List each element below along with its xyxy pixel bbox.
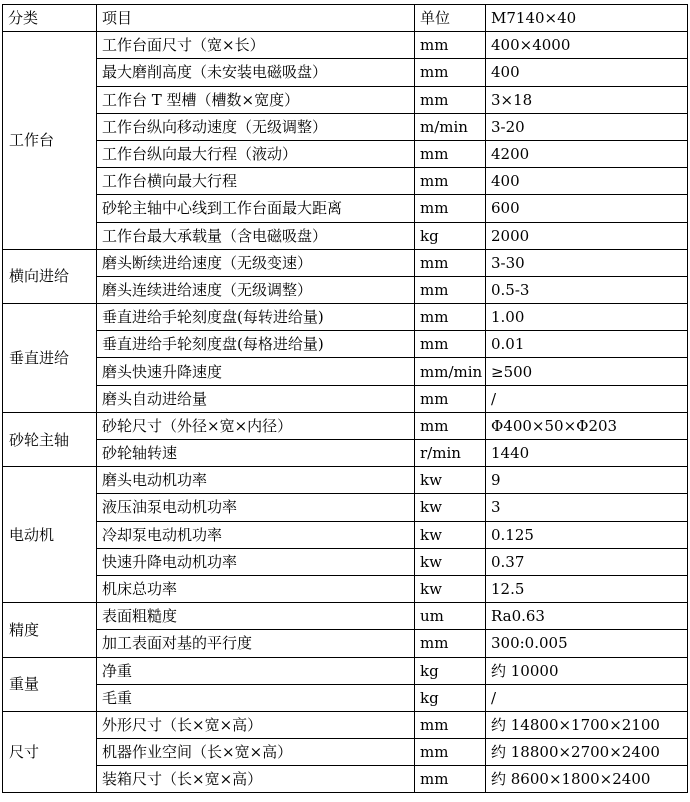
item-cell: 垂直进给手轮刻度盘(每格进给量) xyxy=(97,331,415,358)
value-cell: 3×18 xyxy=(486,86,688,113)
item-cell: 外形尺寸（长×宽×高） xyxy=(97,711,415,738)
header-model: M7140×40 xyxy=(486,5,688,32)
unit-cell: mm xyxy=(415,59,486,86)
table-row xyxy=(3,59,688,86)
table-row xyxy=(3,575,688,602)
unit-cell: kg xyxy=(415,657,486,684)
category-cell: 工作台 xyxy=(3,32,97,250)
item-cell: 磨头电动机功率 xyxy=(97,467,415,494)
category-cell: 精度 xyxy=(3,603,97,657)
table-row xyxy=(3,521,688,548)
value-cell: 0.01 xyxy=(486,331,688,358)
value-cell: 0.37 xyxy=(486,548,688,575)
unit-cell: kw xyxy=(415,521,486,548)
value-cell: 约 14800×1700×2100 xyxy=(486,711,688,738)
table-row xyxy=(3,168,688,195)
value-cell: 400×4000 xyxy=(486,32,688,59)
unit-cell: mm xyxy=(415,168,486,195)
item-cell: 砂轮轴转速 xyxy=(97,440,415,467)
table-row xyxy=(3,548,688,575)
value-cell: 约 18800×2700×2400 xyxy=(486,739,688,766)
category-cell: 垂直进给 xyxy=(3,304,97,413)
item-cell: 工作台纵向移动速度（无级调整） xyxy=(97,113,415,140)
unit-cell: mm xyxy=(415,32,486,59)
item-cell: 工作台横向最大行程 xyxy=(97,168,415,195)
value-cell: 3-30 xyxy=(486,249,688,276)
item-cell: 工作台纵向最大行程（液动） xyxy=(97,140,415,167)
table-row xyxy=(3,32,688,59)
table-row xyxy=(3,358,688,385)
table-row xyxy=(3,222,688,249)
value-cell: 400 xyxy=(486,59,688,86)
table-row xyxy=(3,412,688,439)
item-cell: 砂轮主轴中心线到工作台面最大距离 xyxy=(97,195,415,222)
item-cell: 机器作业空间（长×宽×高） xyxy=(97,739,415,766)
value-cell: 9 xyxy=(486,467,688,494)
table-row xyxy=(3,440,688,467)
unit-cell: mm xyxy=(415,195,486,222)
table-row xyxy=(3,711,688,738)
unit-cell: kg xyxy=(415,222,486,249)
unit-cell: mm xyxy=(415,412,486,439)
value-cell: 1.00 xyxy=(486,304,688,331)
value-cell: 2000 xyxy=(486,222,688,249)
unit-cell: mm xyxy=(415,630,486,657)
header-unit: 单位 xyxy=(415,5,486,32)
value-cell: 400 xyxy=(486,168,688,195)
item-cell: 最大磨削高度（未安装电磁吸盘） xyxy=(97,59,415,86)
item-cell: 工作台 T 型槽（槽数×宽度） xyxy=(97,86,415,113)
unit-cell: mm xyxy=(415,140,486,167)
item-cell: 磨头连续进给速度（无级调整） xyxy=(97,276,415,303)
item-cell: 快速升降电动机功率 xyxy=(97,548,415,575)
unit-cell: r/min xyxy=(415,440,486,467)
item-cell: 磨头快速升降速度 xyxy=(97,358,415,385)
item-cell: 液压油泵电动机功率 xyxy=(97,494,415,521)
value-cell: 约 8600×1800×2400 xyxy=(486,766,688,793)
item-cell: 垂直进给手轮刻度盘(每转进给量) xyxy=(97,304,415,331)
table-row xyxy=(3,467,688,494)
value-cell: 0.125 xyxy=(486,521,688,548)
table-row xyxy=(3,276,688,303)
item-cell: 毛重 xyxy=(97,684,415,711)
table-row xyxy=(3,140,688,167)
unit-cell: kw xyxy=(415,467,486,494)
value-cell: 0.5-3 xyxy=(486,276,688,303)
unit-cell: mm/min xyxy=(415,358,486,385)
unit-cell: kw xyxy=(415,548,486,575)
unit-cell: mm xyxy=(415,304,486,331)
item-cell: 磨头自动进给量 xyxy=(97,385,415,412)
spec-table xyxy=(2,4,688,793)
value-cell: / xyxy=(486,684,688,711)
unit-cell: kw xyxy=(415,494,486,521)
unit-cell: mm xyxy=(415,276,486,303)
value-cell: Ra0.63 xyxy=(486,603,688,630)
table-row xyxy=(3,657,688,684)
value-cell: 1440 xyxy=(486,440,688,467)
table-row xyxy=(3,113,688,140)
table-row xyxy=(3,494,688,521)
table-row xyxy=(3,684,688,711)
unit-cell: mm xyxy=(415,766,486,793)
table-row xyxy=(3,766,688,793)
table-row xyxy=(3,385,688,412)
table-row xyxy=(3,331,688,358)
header-category: 分类 xyxy=(3,5,97,32)
value-cell: 约 10000 xyxy=(486,657,688,684)
header-item: 项目 xyxy=(97,5,415,32)
unit-cell: mm xyxy=(415,249,486,276)
value-cell: 600 xyxy=(486,195,688,222)
value-cell: Φ400×50×Φ203 xyxy=(486,412,688,439)
category-cell: 横向进给 xyxy=(3,249,97,303)
category-cell: 尺寸 xyxy=(3,711,97,793)
value-cell: 12.5 xyxy=(486,575,688,602)
value-cell: 3 xyxy=(486,494,688,521)
table-row xyxy=(3,86,688,113)
unit-cell: um xyxy=(415,603,486,630)
unit-cell: m/min xyxy=(415,113,486,140)
unit-cell: mm xyxy=(415,739,486,766)
item-cell: 加工表面对基的平行度 xyxy=(97,630,415,657)
category-cell: 电动机 xyxy=(3,467,97,603)
item-cell: 工作台面尺寸（宽×长） xyxy=(97,32,415,59)
value-cell: ≥500 xyxy=(486,358,688,385)
unit-cell: mm xyxy=(415,331,486,358)
item-cell: 机床总功率 xyxy=(97,575,415,602)
item-cell: 工作台最大承载量（含电磁吸盘） xyxy=(97,222,415,249)
item-cell: 净重 xyxy=(97,657,415,684)
category-cell: 砂轮主轴 xyxy=(3,412,97,466)
table-row xyxy=(3,603,688,630)
item-cell: 磨头断续进给速度（无级变速） xyxy=(97,249,415,276)
table-row xyxy=(3,195,688,222)
unit-cell: mm xyxy=(415,86,486,113)
unit-cell: mm xyxy=(415,711,486,738)
table-row xyxy=(3,304,688,331)
value-cell: 3-20 xyxy=(486,113,688,140)
value-cell: 300:0.005 xyxy=(486,630,688,657)
item-cell: 表面粗糙度 xyxy=(97,603,415,630)
unit-cell: mm xyxy=(415,385,486,412)
table-row xyxy=(3,630,688,657)
item-cell: 砂轮尺寸（外径×宽×内径） xyxy=(97,412,415,439)
item-cell: 装箱尺寸（长×宽×高） xyxy=(97,766,415,793)
spec-table-body xyxy=(3,32,688,793)
unit-cell: kg xyxy=(415,684,486,711)
value-cell: / xyxy=(486,385,688,412)
table-row xyxy=(3,249,688,276)
value-cell: 4200 xyxy=(486,140,688,167)
item-cell: 冷却泵电动机功率 xyxy=(97,521,415,548)
header-row xyxy=(3,5,688,32)
unit-cell: kw xyxy=(415,575,486,602)
category-cell: 重量 xyxy=(3,657,97,711)
table-row xyxy=(3,739,688,766)
